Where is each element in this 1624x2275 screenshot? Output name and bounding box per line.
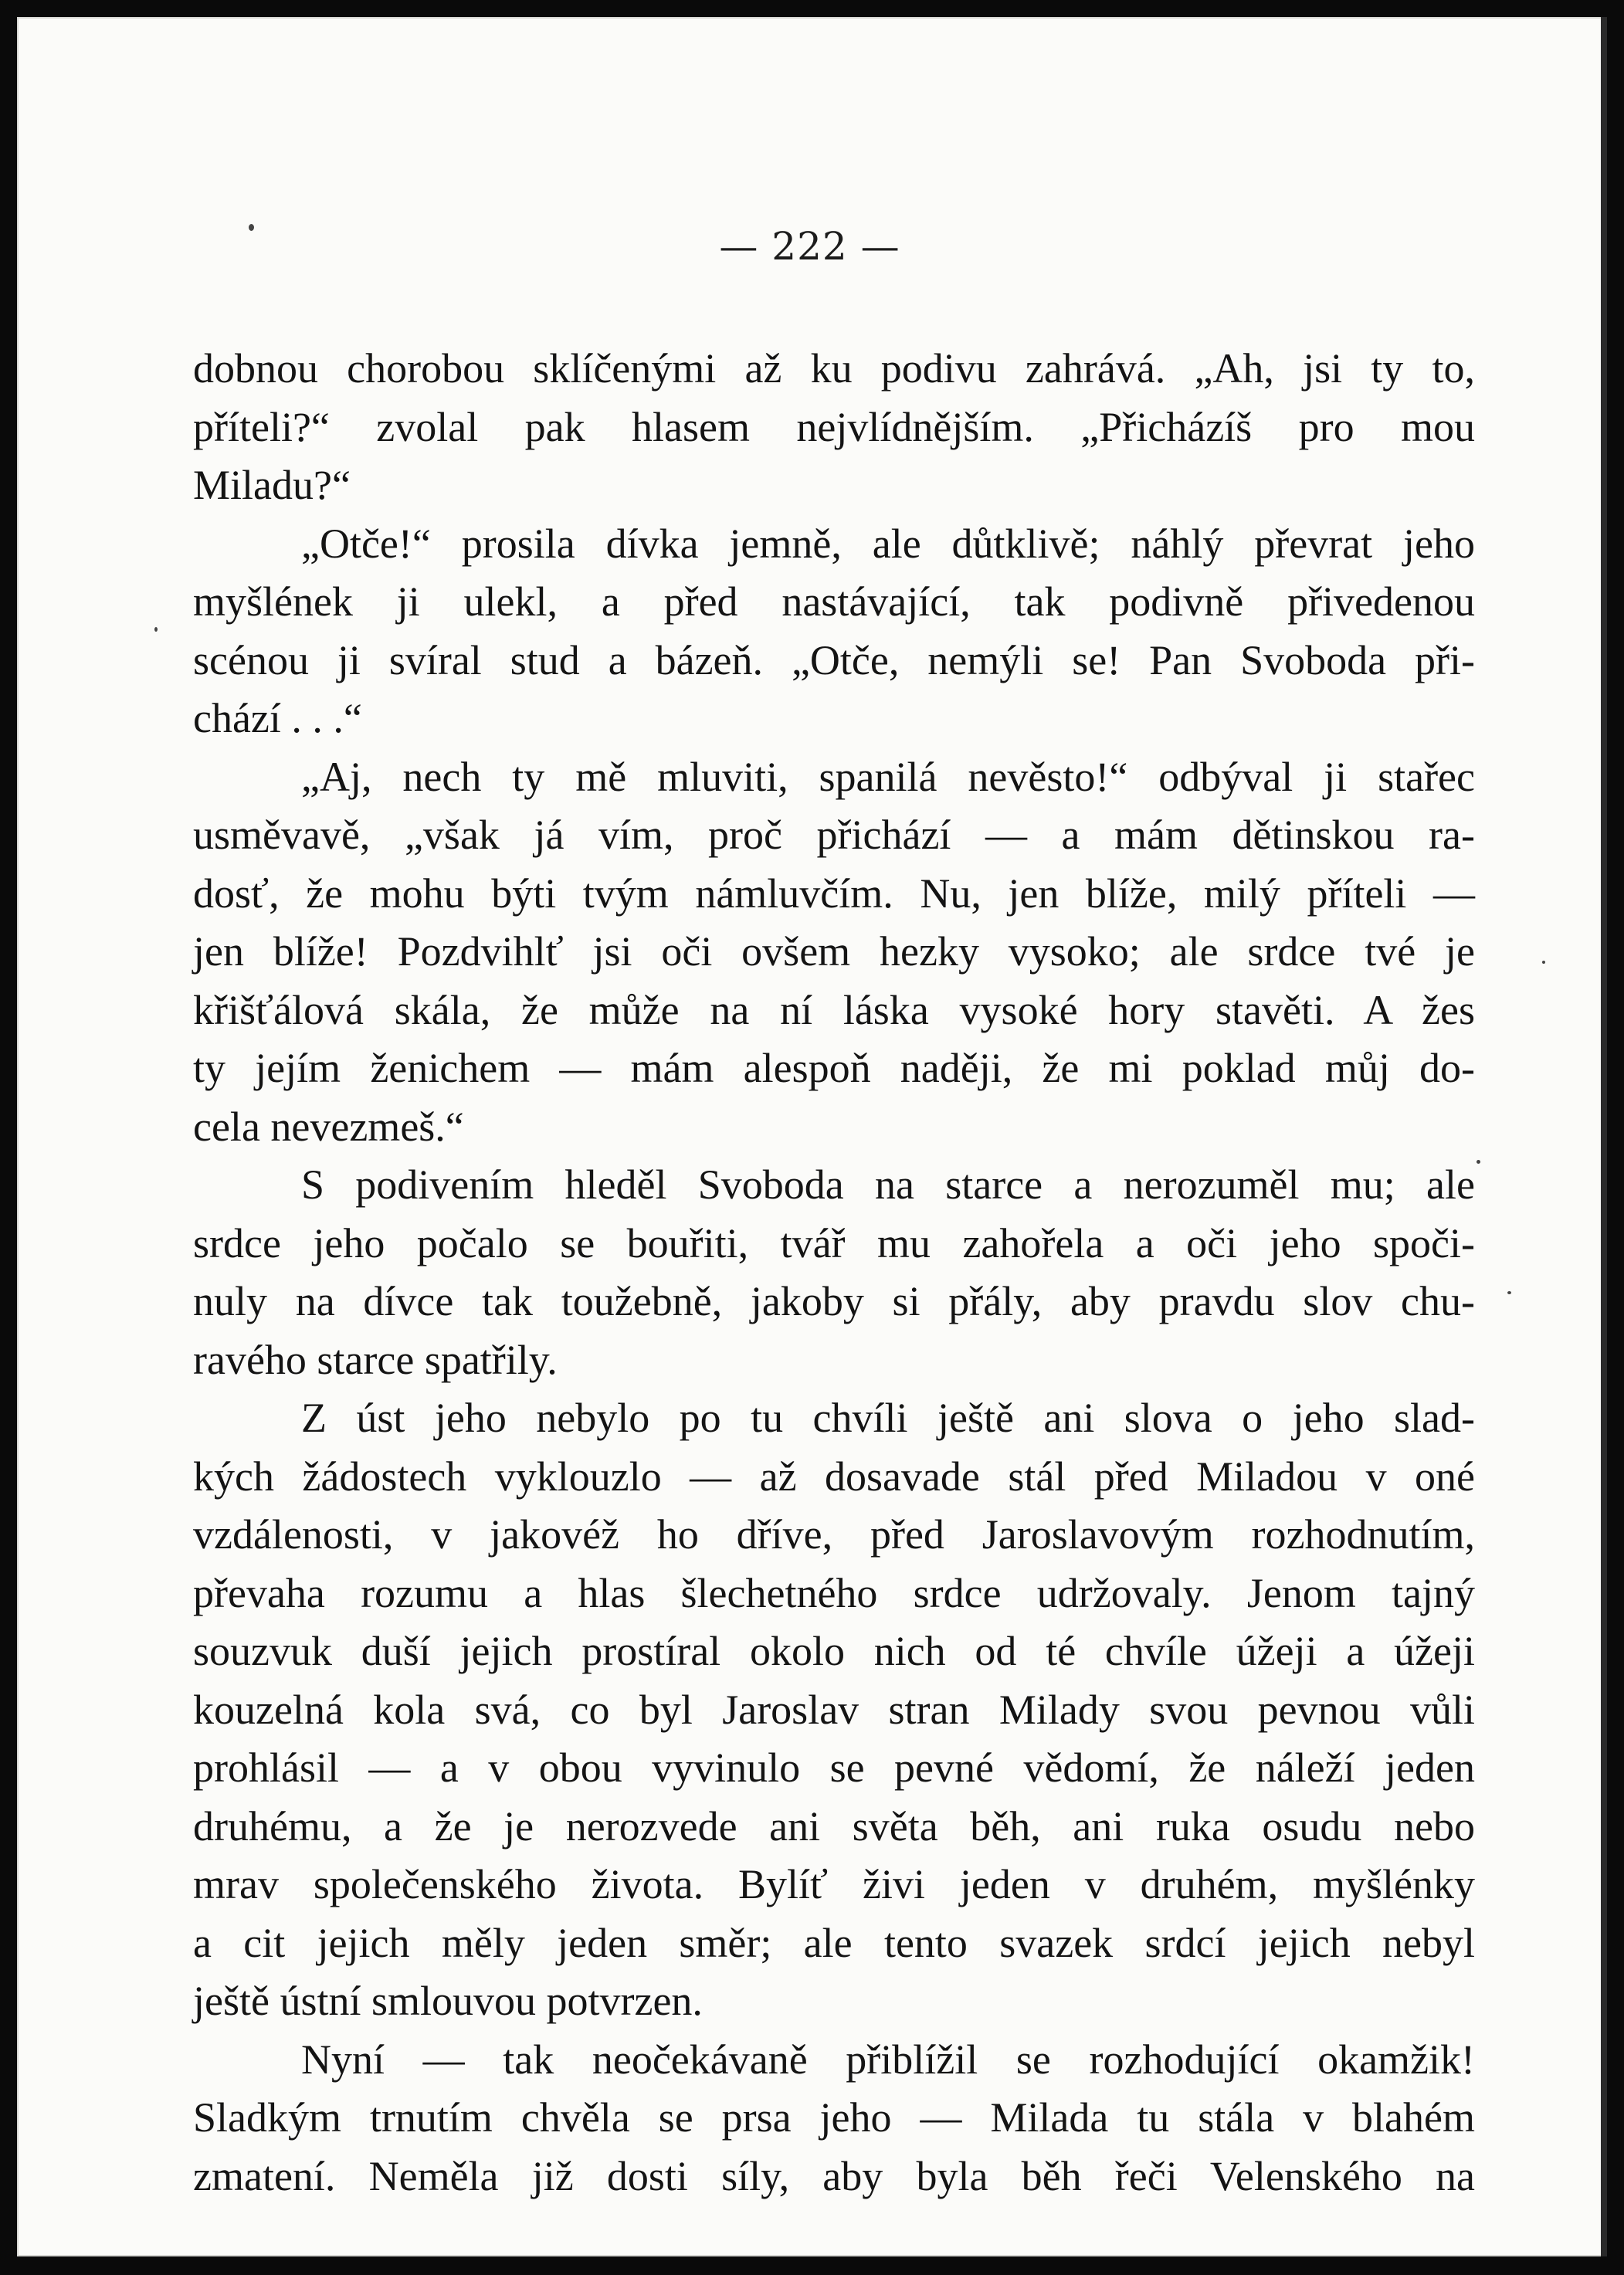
text-line: souzvuk duší jejich prostíral okolo nich od té chvíle úžeji a úžeji bbox=[193, 1628, 1475, 1674]
text-line: ještě ústní smlouvou potvrzen. bbox=[193, 1978, 703, 2024]
page-number: — 222 — bbox=[719, 224, 900, 269]
text-line: kých žádostech vyklouzlo — až dosavade stál před Miladou v oné bbox=[193, 1453, 1475, 1500]
dust-speck bbox=[1477, 1160, 1480, 1164]
text-line: S podivením hleděl Svoboda na starce a nerozuměl mu; ale bbox=[301, 1161, 1475, 1208]
text-line: Sladkým trnutím chvěla se prsa jeho — Milada tu stála v blahém bbox=[193, 2094, 1475, 2141]
body-text bbox=[193, 340, 1475, 2205]
text-line: dobnou chorobou sklíčenými až ku podivu zahrává. „Ah, jsi ty to, bbox=[193, 345, 1475, 392]
text-line: dosť, že mohu býti tvým námluvčím. Nu, jen blíže, milý příteli — bbox=[193, 870, 1475, 917]
text-line: křišťálová skála, že může na ní láska vysoké hory stavěti. A žes bbox=[193, 986, 1475, 1033]
text-line: Miladu?“ bbox=[193, 462, 351, 508]
text-line: „Aj, nech ty mě mluviti, spanilá nevěsto!“ odbýval ji stařec bbox=[301, 753, 1475, 800]
text-line: mrav společenského života. Bylíť živi jeden v druhém, myšlénky bbox=[193, 1861, 1475, 1907]
book-page bbox=[17, 17, 1602, 2256]
text-line: cela nevezmeš.“ bbox=[193, 1103, 464, 1150]
text-line: scénou ji svíral stud a bázeň. „Otče, nemýli se! Pan Svoboda při- bbox=[193, 636, 1475, 683]
text-line: srdce jeho počalo se bouřiti, tvář mu zahořela a oči jeho spoči- bbox=[193, 1219, 1475, 1266]
text-line: převaha rozumu a hlas šlechetného srdce udržovaly. Jenom tajný bbox=[193, 1569, 1475, 1616]
text-line: kouzelná kola svá, co byl Jaroslav stran Milady svou pevnou vůli bbox=[193, 1686, 1475, 1733]
dust-speck bbox=[1507, 1291, 1511, 1294]
text-line: chází . . .“ bbox=[193, 695, 362, 741]
text-line: usměvavě, „však já vím, proč přichází — a mám dětinskou ra- bbox=[193, 812, 1475, 858]
text-line: „Otče!“ prosila dívka jemně, ale důtklivě; náhlý převrat jeho bbox=[301, 520, 1475, 567]
scan-edge-right bbox=[1601, 17, 1607, 2256]
text-line: příteli?“ zvolal pak hlasem nejvlídnějším. „Přicházíš pro mou bbox=[193, 403, 1475, 450]
text-line: Nyní — tak neočekávaně přiblížil se rozhodující okamžik! bbox=[301, 2036, 1475, 2083]
text-line: ty jejím ženichem — mám alespoň naději, že mi poklad můj do- bbox=[193, 1045, 1475, 1091]
text-line: zmatení. Neměla již dosti síly, aby byla běh řeči Velenského na bbox=[193, 2152, 1475, 2199]
text-line: myšlének ji ulekl, a před nastávající, tak podivně přivedenou bbox=[193, 578, 1475, 625]
text-line: nuly na dívce tak toužebně, jakoby si přály, aby pravdu slov chu- bbox=[193, 1278, 1475, 1324]
text-line: ravého starce spatřily. bbox=[193, 1336, 558, 1383]
dust-speck bbox=[1542, 961, 1545, 964]
text-line: prohlásil — a v obou vyvinulo se pevné vědomí, že náleží jeden bbox=[193, 1744, 1475, 1791]
dust-speck bbox=[154, 627, 158, 632]
text-line: vzdálenosti, v jakovéž ho dříve, před Jaroslavovým rozhodnutím, bbox=[193, 1511, 1475, 1558]
text-line: jen blíže! Pozdvihlť jsi oči ovšem hezky vysoko; ale srdce tvé je bbox=[193, 928, 1475, 975]
text-line: Z úst jeho nebylo po tu chvíli ještě ani slova o jeho slad- bbox=[301, 1395, 1475, 1441]
text-line: a cit jejich měly jeden směr; ale tento svazek srdcí jejich nebyl bbox=[193, 1919, 1475, 1966]
text-line: druhému, a že je nerozvede ani světa běh, ani ruka osudu nebo bbox=[193, 1802, 1475, 1849]
